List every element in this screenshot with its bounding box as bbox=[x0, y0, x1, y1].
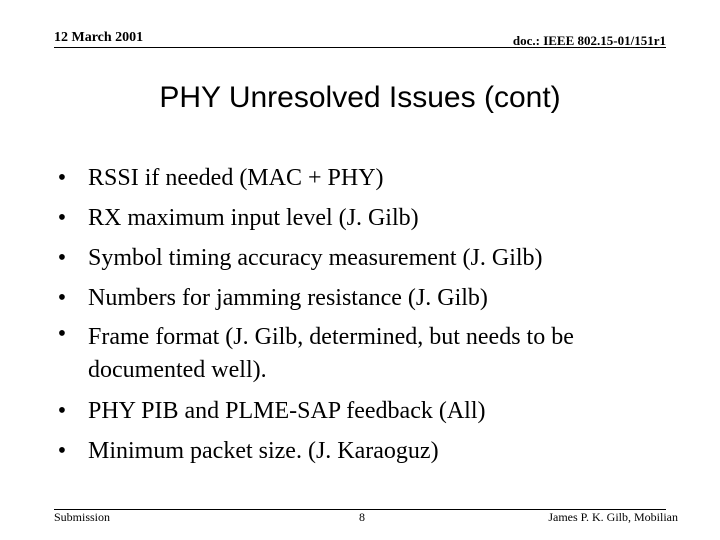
bullet-icon: • bbox=[57, 165, 67, 191]
bullet-item bbox=[54, 391, 674, 431]
header-date: 12 March 2001 bbox=[54, 30, 144, 45]
bullet-icon: • bbox=[57, 321, 67, 347]
bullet-icon: • bbox=[57, 245, 67, 271]
bullet-text: PHY PIB and PLME-SAP feedback (All) bbox=[88, 398, 486, 424]
bullet-item bbox=[54, 318, 674, 391]
bullet-item bbox=[54, 278, 674, 318]
document-id: doc.: IEEE 802.15-01/151r1 bbox=[512, 33, 666, 48]
bullet-item bbox=[54, 431, 674, 471]
bullet-item bbox=[54, 198, 674, 238]
bullet-text: RSSI if needed (MAC + PHY) bbox=[88, 165, 384, 191]
bullet-item bbox=[54, 158, 674, 198]
bullet-text: RX maximum input level (J. Gilb) bbox=[88, 205, 419, 231]
bullet-item bbox=[54, 238, 674, 278]
header-divider bbox=[54, 47, 666, 48]
bullet-list bbox=[54, 158, 674, 471]
bullet-icon: • bbox=[57, 398, 67, 424]
bullet-icon: • bbox=[57, 205, 67, 231]
bullet-text: Frame format (J. Gilb, determined, but needs to be documented well). bbox=[88, 324, 574, 383]
bullet-text: Symbol timing accuracy measurement (J. Gilb) bbox=[88, 245, 543, 271]
bullet-text: Minimum packet size. (J. Karaoguz) bbox=[88, 438, 439, 464]
footer-label: Submission bbox=[54, 510, 111, 524]
footer-author: James P. K. Gilb, Mobilian bbox=[548, 510, 678, 524]
bullet-text: Numbers for jamming resistance (J. Gilb) bbox=[88, 285, 488, 311]
page-number: 8 bbox=[359, 510, 365, 524]
bullet-icon: • bbox=[57, 285, 67, 311]
slide-title: PHY Unresolved Issues (cont) bbox=[159, 81, 561, 114]
bullet-icon: • bbox=[57, 438, 67, 464]
